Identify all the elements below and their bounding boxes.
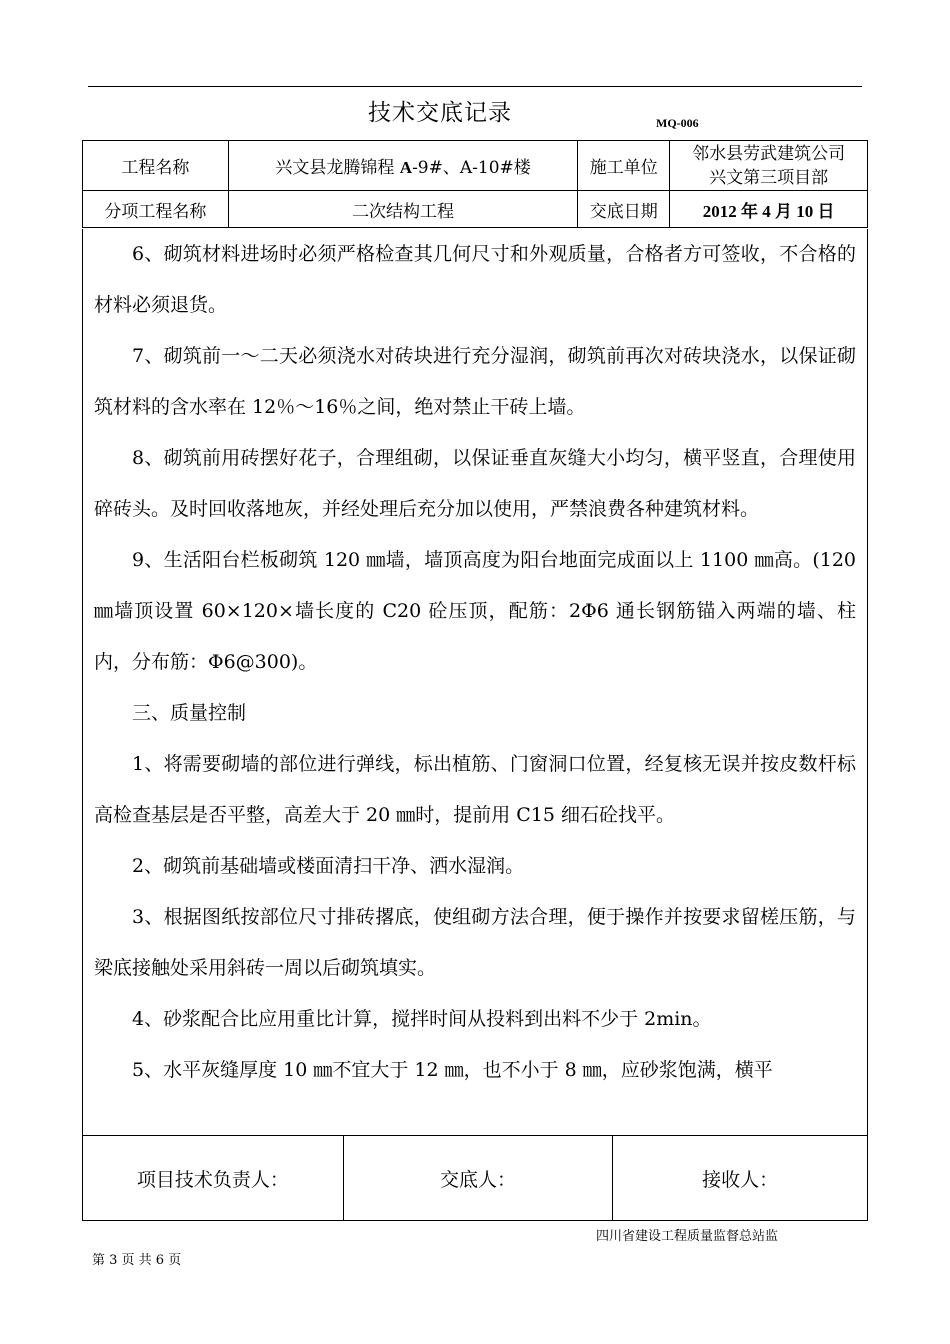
issuer-note: 四川省建设工程质量监督总站监 bbox=[596, 1229, 779, 1244]
sub-project-value: 二次结构工程 bbox=[228, 191, 578, 228]
quality-item-1: 1、将需要砌墙的部位进行弹线，标出植筋、门窗洞口位置，经复核无误并按皮数杆标高检查基层是否平整，高差大于 20 ㎜时，提前用 C15 细石砼找平。 bbox=[94, 753, 856, 826]
quality-item-4: 4、砂浆配合比应用重比计算，搅拌时间从投料到出料不少于 2min。 bbox=[132, 1008, 712, 1030]
paragraph-6: 6、砌筑材料进场时必须严格检查其几何尺寸和外观质量，合格者方可签收，不合格的材料必须退货。 bbox=[94, 243, 856, 316]
section-heading-quality: 三、质量控制 bbox=[132, 702, 247, 724]
discloser-signature: 交底人： bbox=[343, 1136, 613, 1221]
document-title: 技术交底记录 bbox=[368, 100, 512, 126]
quality-item-2: 2、砌筑前基础墙或楼面清扫干净、洒水湿润。 bbox=[132, 855, 525, 877]
form-code: MQ-006 bbox=[656, 116, 699, 130]
signature-table bbox=[82, 1135, 868, 1221]
receiver-signature: 接收人： bbox=[613, 1136, 868, 1221]
date-label: 交底日期 bbox=[578, 191, 670, 228]
contractor-label: 施工单位 bbox=[578, 141, 670, 191]
paragraph-7: 7、砌筑前一～二天必须浇水对砖块进行充分湿润，砌筑前再次对砖块浇水，以保证砌筑材料的含水率在 12％～16％之间，绝对禁止干砖上墙。 bbox=[94, 345, 856, 418]
tech-lead-signature: 项目技术负责人： bbox=[83, 1136, 344, 1221]
header-table bbox=[82, 140, 868, 228]
content-body bbox=[82, 229, 868, 1135]
project-name-label: 工程名称 bbox=[83, 141, 229, 191]
paragraph-8: 8、砌筑前用砖摆好花子，合理组砌，以保证垂直灰缝大小均匀，横平竖直，合理使用碎砖头。及时回收落地灰，并经处理后充分加以使用，严禁浪费各种建筑材料。 bbox=[94, 447, 856, 520]
quality-item-3: 3、根据图纸按部位尺寸排砖撂底，使组砌方法合理，便于操作并按要求留槎压筋，与梁底接触处采用斜砖一周以后砌筑填实。 bbox=[94, 906, 856, 979]
project-name-value: 兴文县龙腾锦程 A-9#、A-10#楼 bbox=[228, 141, 578, 191]
date-value: 2012 年 4 月 10 日 bbox=[670, 191, 868, 228]
paragraph-9: 9、生活阳台栏板砌筑 120 ㎜墙，墙顶高度为阳台地面完成面以上 1100 ㎜高。(120 ㎜墙顶设置 60×120×墙长度的 C20 砼压顶，配筋：2Φ6 通长钢筋锚入两端的墙、柱内，分布筋：Φ6@300)。 bbox=[94, 549, 856, 673]
page-number: 第 3 页 共 6 页 bbox=[92, 1253, 182, 1268]
quality-item-5: 5、水平灰缝厚度 10 ㎜不宜大于 12 ㎜，也不小于 8 ㎜，应砂浆饱满，横平 bbox=[132, 1059, 773, 1081]
header-rule bbox=[88, 86, 862, 87]
contractor-value: 邻水县劳武建筑公司 兴文第三项目部 bbox=[670, 141, 868, 191]
sub-project-label: 分项工程名称 bbox=[83, 191, 229, 228]
